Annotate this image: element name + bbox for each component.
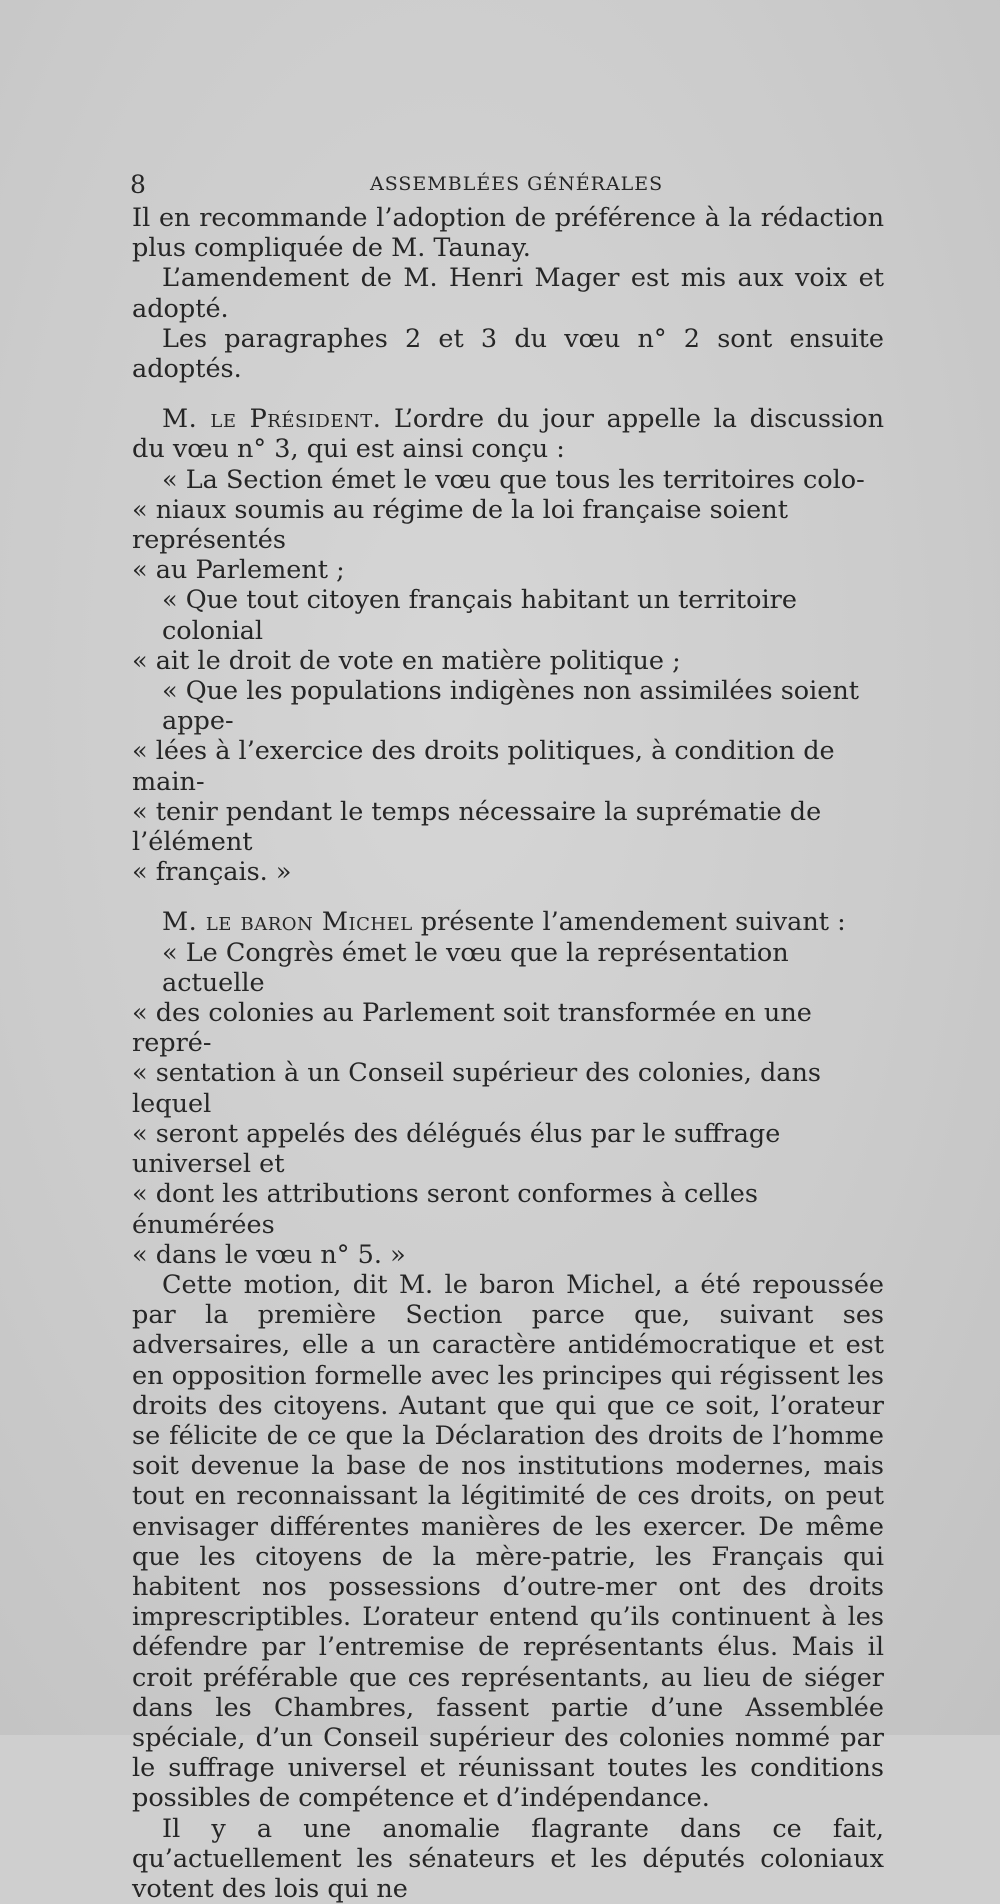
voeu-3-line: « au Parlement ;	[132, 555, 345, 586]
paragraph-anomalie: Il y a une anomalie flagrante dans ce fait, qu’actuellement les sénateurs et les députés coloniaux votent des lois qui ne	[132, 1813, 884, 1904]
voeu-3-line: « La Section émet le vœu que tous les territoires colo-	[162, 464, 865, 495]
paragraph-president	[132, 404, 884, 464]
voeu-3-line: « ait le droit de vote en matière politique ;	[132, 645, 681, 676]
page-number: 8	[130, 170, 146, 199]
paragraph-amendement-adopte: L’amendement de M. Henri Mager est mis aux voix et adopté.	[132, 263, 884, 324]
voeu-3-line: « Que tout citoyen français habitant un territoire colonial	[162, 585, 797, 646]
paragraph-recommande: Il en recommande l’adoption de préférence à la rédaction plus compliquée de M. Taunay.	[132, 203, 884, 264]
amendement-line: « dont les attributions seront conformes à celles énumérées	[132, 1179, 758, 1240]
running-head: ASSEMBLÉES GÉNÉRALES	[370, 173, 664, 195]
voeu-3-quote	[132, 465, 884, 888]
amendement-line: « Le Congrès émet le vœu que la représentation actuelle	[162, 937, 789, 998]
amendement-line: « seront appelés des délégués élus par le suffrage universel et	[132, 1118, 781, 1180]
amendement-quote	[132, 938, 884, 1270]
voeu-3-line: « Que les populations indigènes non assimilées soient appe-	[162, 676, 860, 737]
amendement-line: « sentation à un Conseil supérieur des colonies, dans lequel	[132, 1058, 822, 1119]
speaker-president: M. le Président.	[162, 404, 382, 435]
amendement-line: « dans le vœu n° 5. »	[132, 1239, 406, 1270]
voeu-3-line: « français. »	[132, 857, 292, 888]
voeu-3-line: « lées à l’exercice des droits politiques, à condition de main-	[132, 736, 835, 797]
voeu-3-line: « tenir pendant le temps nécessaire la suprématie de l’élément	[132, 796, 822, 858]
president-text: L’ordre du jour appelle la discussion du vœu n° 3, qui est ainsi conçu :	[132, 404, 884, 465]
amendement-line: « des colonies au Parlement soit transformée en une repré-	[132, 998, 812, 1059]
page-body	[132, 203, 884, 1904]
paragraph-baron-michel	[132, 907, 884, 937]
paragraph-motion: Cette motion, dit M. le baron Michel, a été repoussée par la première Section parce que, suivant ses adversaires, elle a un caractère antidémocratique et est en opposition formelle avec les principes qui régissent les droits des citoyens. Autant que qui que ce soit, l’orateur se félicite de ce que la Déclaration des droits de l’homme soit devenue la base de nos institutions modernes, mais tout en reconnaissant la légitimité de ces droits, on peut envisager différentes manières de les exercer. De même que les citoyens de la mère-patrie, les Français qui habitent nos possessions d’outre-mer ont des droits imprescriptibles. L’orateur entend qu’ils continuent à les défendre par l’entremise de représentants élus. Mais il croit préférable que ces représentants, au lieu de siéger dans les Chambres, fassent partie d’une Assemblée spéciale, d’un Conseil supérieur des colonies nommé par le suffrage universel et réunissant toutes les conditions possibles de compétence et d’indépendance.	[132, 1269, 884, 1814]
page-header	[130, 170, 890, 202]
voeu-3-line: « niaux soumis au régime de la loi française soient représentés	[132, 494, 788, 556]
paragraph-paragraphes-adoptes: Les paragraphes 2 et 3 du vœu n° 2 sont ensuite adoptés.	[132, 323, 884, 385]
michel-text: présente l’amendement suivant :	[412, 907, 846, 938]
speaker-baron-michel: M. le baron Michel	[162, 907, 413, 938]
